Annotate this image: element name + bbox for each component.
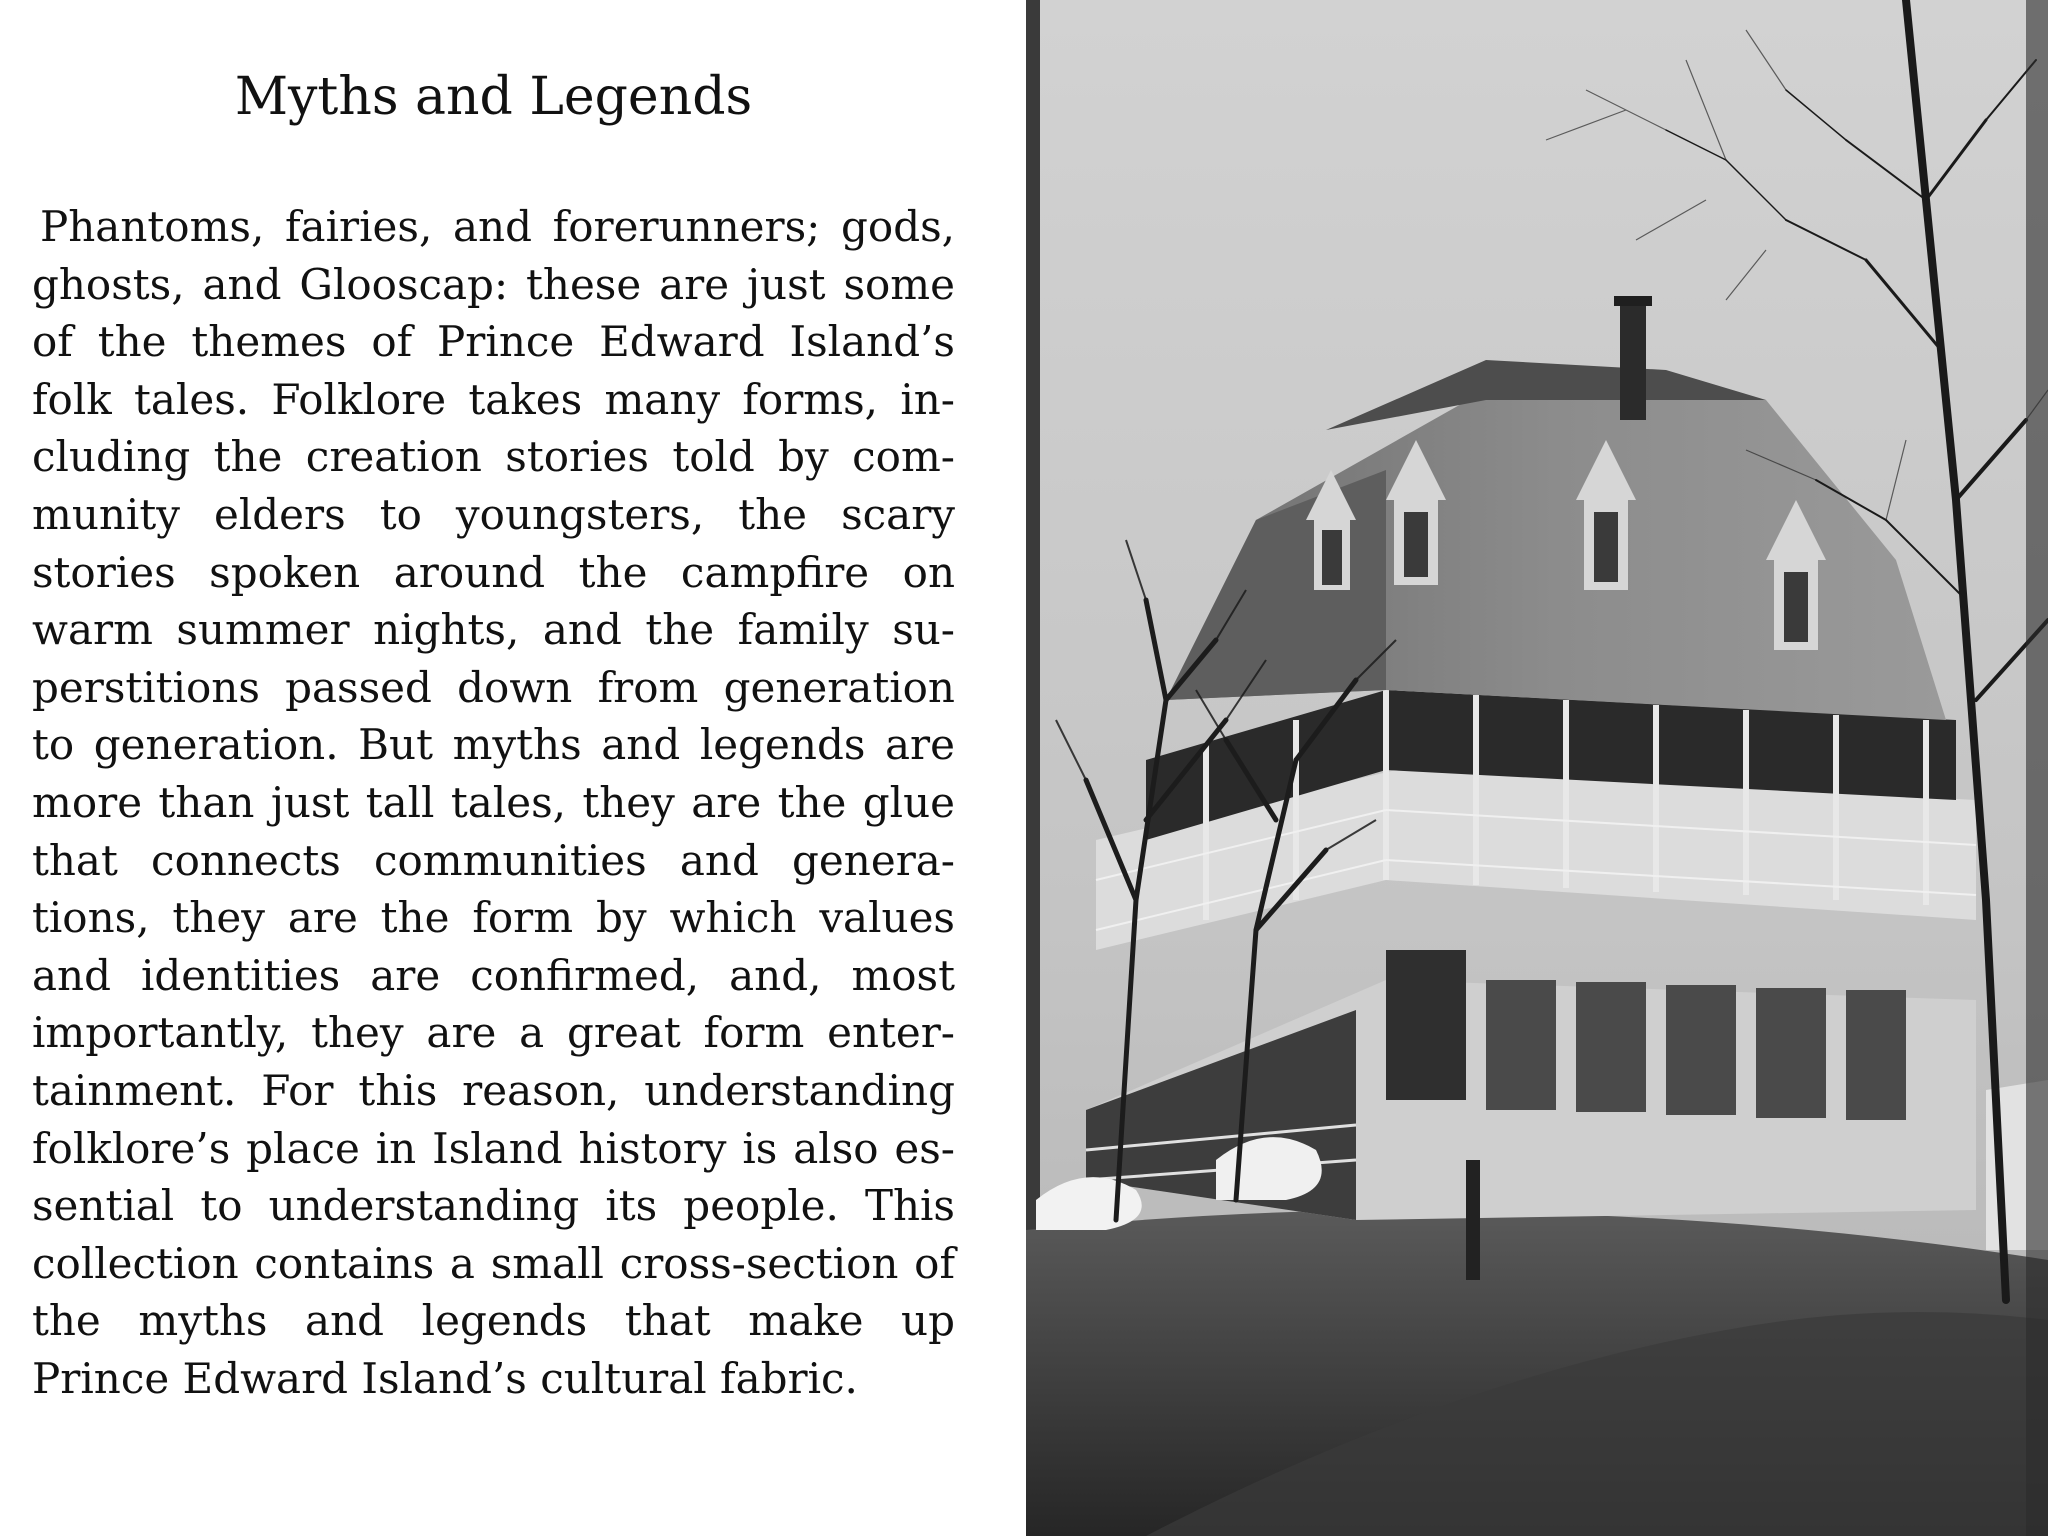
body-line: collection contains a small cross-section of xyxy=(32,1238,955,1288)
body-line: warm summer nights, and the family su- xyxy=(32,605,955,655)
body-paragraph xyxy=(32,198,955,1407)
body-line: to generation. But myths and legends are xyxy=(32,720,955,770)
body-line: the myths and legends that make up xyxy=(32,1296,955,1346)
body-line: importantly, they are a great form enter- xyxy=(32,1008,955,1058)
body-line: stories spoken around the campfire on xyxy=(32,547,955,597)
house-photo-icon xyxy=(1026,0,2048,1536)
text-column xyxy=(32,0,955,1536)
body-line: munity elders to youngsters, the scary xyxy=(32,489,955,539)
body-line: tions, they are the form by which values xyxy=(32,893,955,943)
historic-house-photo xyxy=(1026,0,2048,1536)
page-title: Myths and Legends xyxy=(234,67,753,127)
body-line: perstitions passed down from generation xyxy=(32,662,955,712)
body-line: Phantoms, fairies, and forerunners; gods, xyxy=(40,202,955,251)
body-line: and identities are confirmed, and, most xyxy=(32,950,955,1000)
body-line: sential to understanding its people. This xyxy=(32,1181,955,1231)
body-line: that connects communities and genera- xyxy=(32,835,955,885)
body-line: cluding the creation stories told by com- xyxy=(32,432,955,482)
body-line: Prince Edward Island’s cultural fabric. xyxy=(32,1353,858,1403)
body-line: of the themes of Prince Edward Island’s xyxy=(32,317,955,367)
body-line: folk tales. Folklore takes many forms, in- xyxy=(32,374,955,424)
body-line: folklore’s place in Island history is also es- xyxy=(32,1123,955,1173)
body-line: ghosts, and Glooscap: these are just some xyxy=(32,259,955,309)
body-line: more than just tall tales, they are the glue xyxy=(32,777,955,827)
body-line: tainment. For this reason, understanding xyxy=(32,1065,955,1115)
